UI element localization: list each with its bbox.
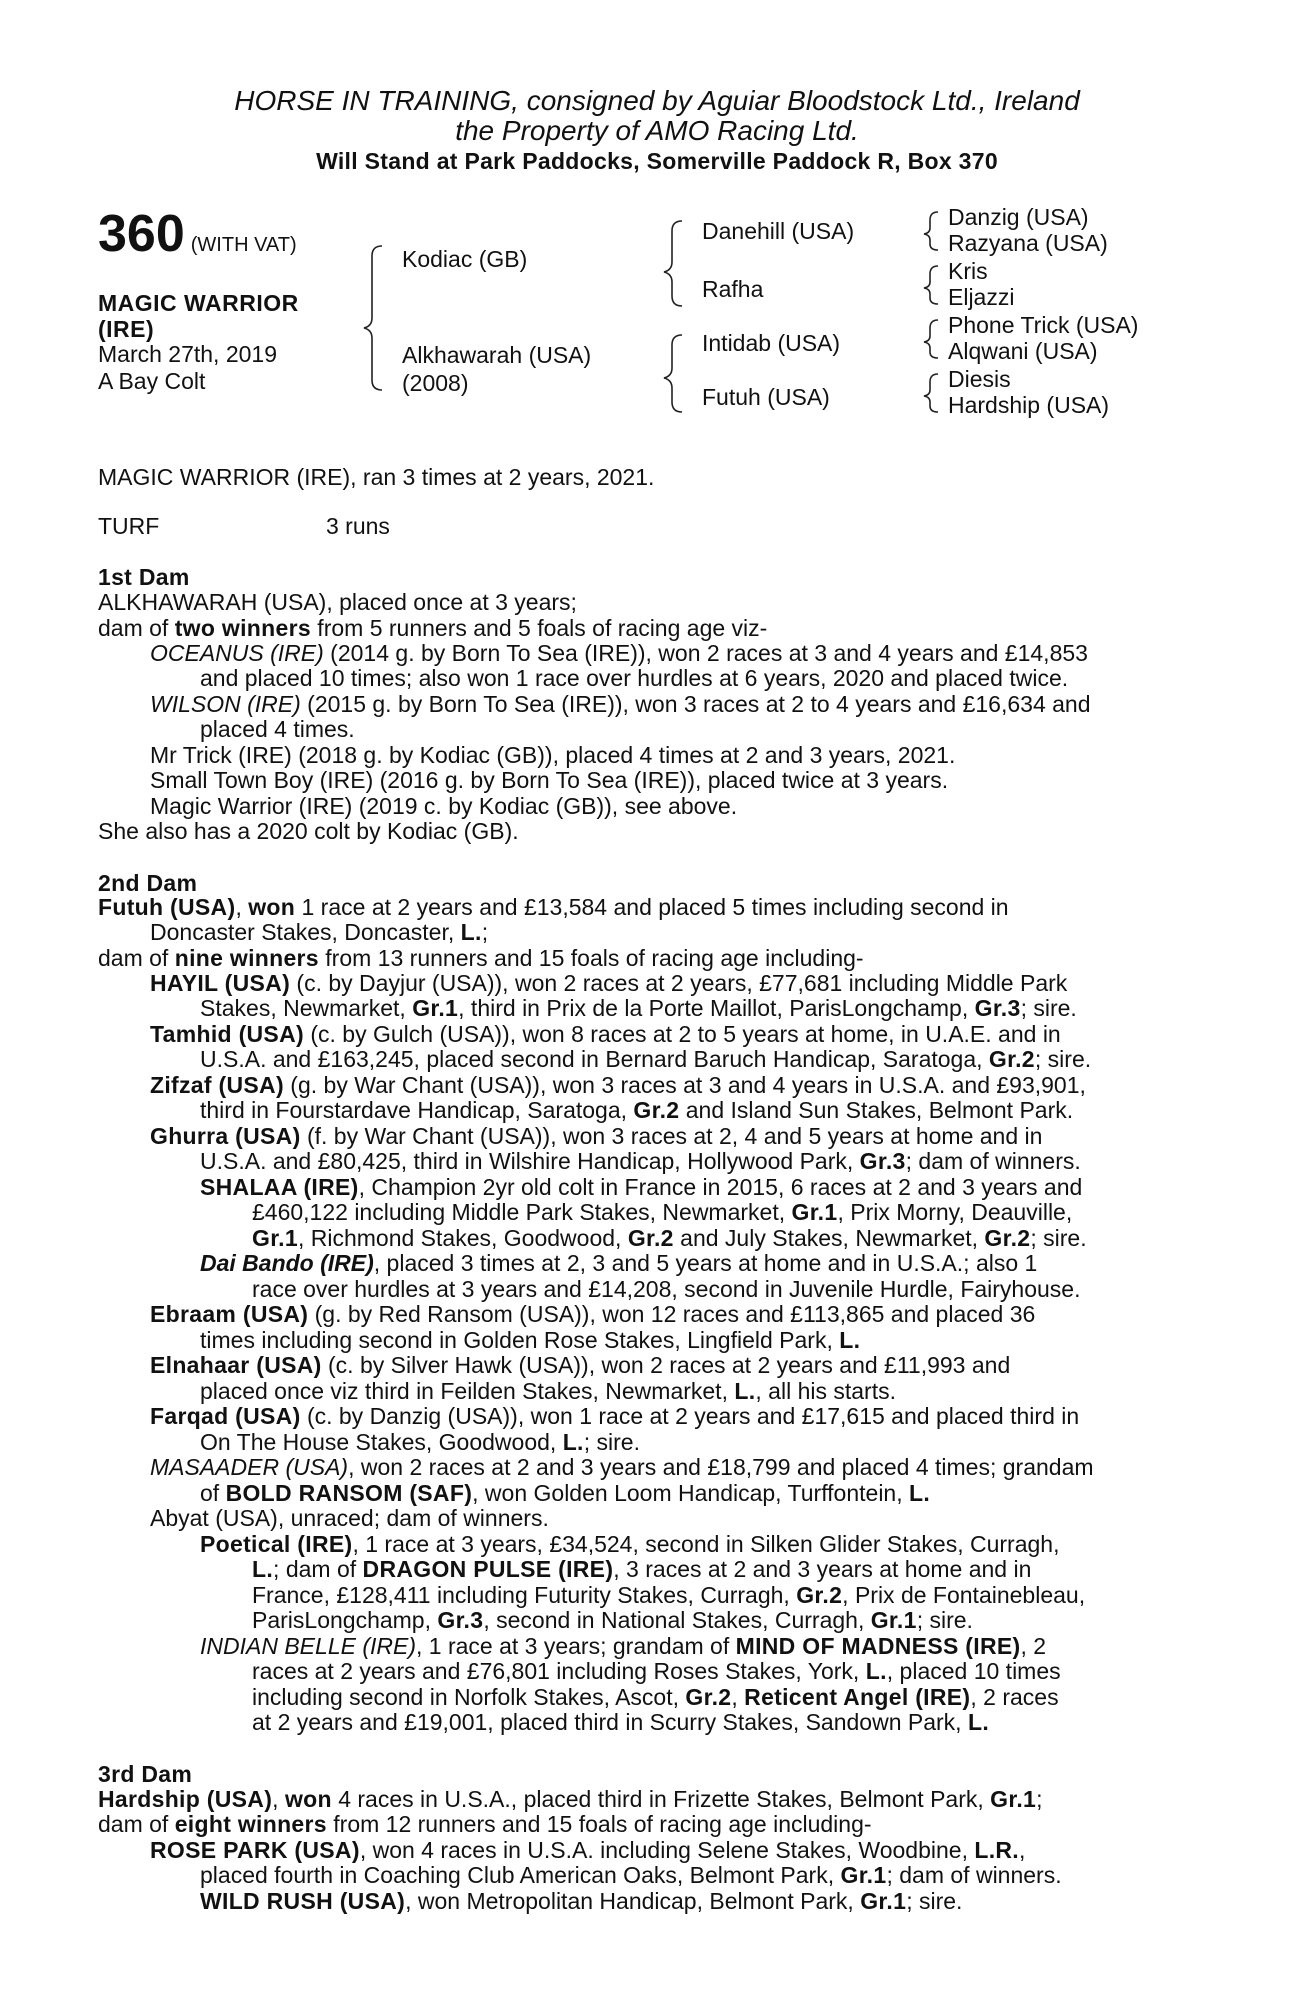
elnahaar-entry: Elnahaar (USA) (c. by Silver Hawk (USA)), won 2 races at 2 years and £11,993 and (150, 1352, 1011, 1378)
oceanus-entry-cont: and placed 10 times; also won 1 race over hurdles at 6 years, 2020 and placed twice. (200, 665, 1069, 691)
smalltown-entry: Small Town Boy (IRE) (2016 g. by Born To Sea (IRE)), placed twice at 3 years. (150, 767, 949, 793)
abyat-entry: Abyat (USA), unraced; dam of winners. (150, 1505, 549, 1531)
horse-name-line1: MAGIC WARRIOR (98, 290, 299, 316)
first-dam-heading: 1st Dam (98, 564, 190, 590)
sire-dam: Rafha (702, 276, 764, 302)
sd-brace (924, 266, 938, 304)
sds: Kris (948, 258, 988, 284)
sire: Kodiac (GB) (402, 246, 528, 272)
sdd: Eljazzi (948, 284, 1015, 310)
wildrush-entry: WILD RUSH (USA), won Metropolitan Handicap, Belmont Park, Gr.1; sire. (200, 1888, 963, 1914)
tamhid-entry: Tamhid (USA) (c. by Gulch (USA)), won 8 races at 2 to 5 years at home, in U.A.E. and in (150, 1021, 1061, 1047)
dam-brace (664, 335, 682, 412)
masaader-entry-cont: of BOLD RANSOM (SAF), won Golden Loom Handicap, Turffontein, L. (200, 1480, 931, 1506)
stabling-line: Will Stand at Park Paddocks, Somerville Paddock R, Box 370 (316, 148, 998, 174)
main-brace (364, 246, 382, 390)
masaader-entry: MASAADER (USA), won 2 races at 2 and 3 years and £18,799 and placed 4 times; grandam (150, 1454, 1094, 1480)
oceanus-entry: OCEANUS (IRE) (2014 g. by Born To Sea (IRE)), won 2 races at 3 and 4 years and £14,853 (150, 640, 1088, 666)
ghurra-entry: Ghurra (USA) (f. by War Chant (USA)), won 3 races at 2, 4 and 5 years at home and in (150, 1123, 1043, 1149)
ss-brace (924, 212, 938, 250)
magic-entry: Magic Warrior (IRE) (2019 c. by Kodiac (GB)), see above. (150, 793, 738, 819)
dam-year: (2008) (402, 370, 469, 396)
rosepark-entry: ROSE PARK (USA), won 4 races in U.S.A. including Selene Stakes, Woodbine, L.R., (150, 1837, 1026, 1863)
horse-description: A Bay Colt (98, 368, 206, 394)
surface-label: TURF (98, 513, 160, 539)
poetical-entry-cont2: France, £128,411 including Futurity Stakes, Curragh, Gr.2, Prix de Fontainebleau, (252, 1582, 1086, 1608)
surface-runs: 3 runs (326, 513, 390, 539)
dam: Alkhawarah (USA) (402, 342, 592, 368)
second-dam-produce: dam of nine winners from 13 runners and 15 foals of racing age including- (98, 945, 864, 971)
second-dam-heading: 2nd Dam (98, 870, 198, 896)
indian-entry-cont3: at 2 years and £19,001, placed third in Scurry Stakes, Sandown Park, L. (252, 1709, 990, 1735)
dam-dam: Futuh (USA) (702, 384, 830, 410)
dds: Diesis (948, 366, 1011, 392)
consignor-line: HORSE IN TRAINING, consigned by Aguiar Bloodstock Ltd., Ireland (234, 85, 1080, 116)
ghurra-entry-cont: U.S.A. and £80,425, third in Wilshire Handicap, Hollywood Park, Gr.3; dam of winners. (200, 1148, 1081, 1174)
property-line: the Property of AMO Racing Ltd. (455, 115, 859, 146)
shalaa-entry: SHALAA (IRE), Champion 2yr old colt in France in 2015, 6 races at 2 and 3 years and (200, 1174, 1083, 1200)
rosepark-entry-cont: placed fourth in Coaching Club American Oaks, Belmont Park, Gr.1; dam of winners. (200, 1862, 1062, 1888)
zifzaf-entry: Zifzaf (USA) (g. by War Chant (USA)), won 3 races at 3 and 4 years in U.S.A. and £93,901, (150, 1072, 1086, 1098)
daibando-entry-cont: race over hurdles at 3 years and £14,208, second in Juvenile Hurdle, Fairyhouse. (252, 1276, 1081, 1302)
vat-note: (WITH VAT) (190, 234, 297, 256)
poetical-entry-cont3: ParisLongchamp, Gr.3, second in National Stakes, Curragh, Gr.1; sire. (252, 1607, 973, 1633)
lot-number: 360 (98, 205, 185, 263)
third-dam-produce: dam of eight winners from 12 runners and 15 foals of racing age including- (98, 1811, 872, 1837)
futuh-entry-cont: Doncaster Stakes, Doncaster, L.; (150, 919, 489, 945)
shalaa-entry-cont2: Gr.1, Richmond Stakes, Goodwood, Gr.2 and July Stakes, Newmarket, Gr.2; sire. (252, 1225, 1087, 1251)
hayil-entry-cont: Stakes, Newmarket, Gr.1, third in Prix de la Porte Maillot, ParisLongchamp, Gr.3; sire. (200, 995, 1077, 1021)
farqad-entry: Farqad (USA) (c. by Danzig (USA)), won 1 race at 2 years and £17,615 and placed third in (150, 1403, 1080, 1429)
ssd: Razyana (USA) (948, 230, 1108, 256)
indian-entry-cont: races at 2 years and £76,801 including Roses Stakes, York, L., placed 10 times (252, 1658, 1061, 1684)
sire-brace (664, 221, 682, 306)
daibando-entry: Dai Bando (IRE), placed 3 times at 2, 3 and 5 years at home and in U.S.A.; also 1 (200, 1250, 1038, 1276)
first-dam-produce: dam of two winners from 5 runners and 5 foals of racing age viz- (98, 615, 768, 641)
dsd: Alqwani (USA) (948, 338, 1098, 364)
sss: Danzig (USA) (948, 204, 1089, 230)
race-record: MAGIC WARRIOR (IRE), ran 3 times at 2 years, 2021. (98, 464, 655, 490)
shalaa-entry-cont: £460,122 including Middle Park Stakes, Newmarket, Gr.1, Prix Morny, Deauville, (252, 1199, 1073, 1225)
ds-brace (924, 320, 938, 358)
dam-sire: Intidab (USA) (702, 330, 841, 356)
indian-entry: INDIAN BELLE (IRE), 1 race at 3 years; grandam of MIND OF MADNESS (IRE), 2 (200, 1633, 1047, 1659)
third-dam-heading: 3rd Dam (98, 1761, 193, 1787)
zifzaf-entry-cont: third in Fourstardave Handicap, Saratoga, Gr.2 and Island Sun Stakes, Belmont Park. (200, 1097, 1074, 1123)
ebraam-entry: Ebraam (USA) (g. by Red Ransom (USA)), won 12 races and £113,865 and placed 36 (150, 1301, 1036, 1327)
horse-name-line2: (IRE) (98, 316, 155, 342)
poetical-entry-cont: L.; dam of DRAGON PULSE (IRE), 3 races at 2 and 3 years at home and in (252, 1556, 1032, 1582)
poetical-entry: Poetical (IRE), 1 race at 3 years, £34,524, second in Silken Glider Stakes, Curragh, (200, 1531, 1060, 1557)
ddd: Hardship (USA) (948, 392, 1110, 418)
mrtrick-entry: Mr Trick (IRE) (2018 g. by Kodiac (GB)), placed 4 times at 2 and 3 years, 2021. (150, 742, 956, 768)
elnahaar-entry-cont: placed once viz third in Feilden Stakes, Newmarket, L., all his starts. (200, 1378, 897, 1404)
dd-brace (924, 374, 938, 412)
farqad-entry-cont: On The House Stakes, Goodwood, L.; sire. (200, 1429, 640, 1455)
tamhid-entry-cont: U.S.A. and £163,245, placed second in Bernard Baruch Handicap, Saratoga, Gr.2; sire. (200, 1046, 1092, 1072)
first-dam-also: She also has a 2020 colt by Kodiac (GB). (98, 818, 519, 844)
hayil-entry: HAYIL (USA) (c. by Dayjur (USA)), won 2 races at 2 years, £77,681 including Middle Park (150, 970, 1068, 996)
indian-entry-cont2: including second in Norfolk Stakes, Ascot, Gr.2, Reticent Angel (IRE), 2 races (252, 1684, 1059, 1710)
pedigree-braces (0, 0, 1314, 440)
foaling-date: March 27th, 2019 (98, 341, 278, 367)
wilson-entry: WILSON (IRE) (2015 g. by Born To Sea (IRE)), won 3 races at 2 to 4 years and £16,634 and (150, 691, 1091, 717)
ebraam-entry-cont: times including second in Golden Rose Stakes, Lingfield Park, L. (200, 1327, 861, 1353)
hardship-entry: Hardship (USA), won 4 races in U.S.A., placed third in Frizette Stakes, Belmont Park, Gr.1; (98, 1786, 1043, 1812)
wilson-entry-cont: placed 4 times. (200, 716, 355, 742)
dss: Phone Trick (USA) (948, 312, 1139, 338)
first-dam-intro: ALKHAWARAH (USA), placed once at 3 years; (98, 589, 577, 615)
futuh-entry: Futuh (USA), won 1 race at 2 years and £13,584 and placed 5 times including second in (98, 894, 1009, 920)
sire-sire: Danehill (USA) (702, 218, 855, 244)
